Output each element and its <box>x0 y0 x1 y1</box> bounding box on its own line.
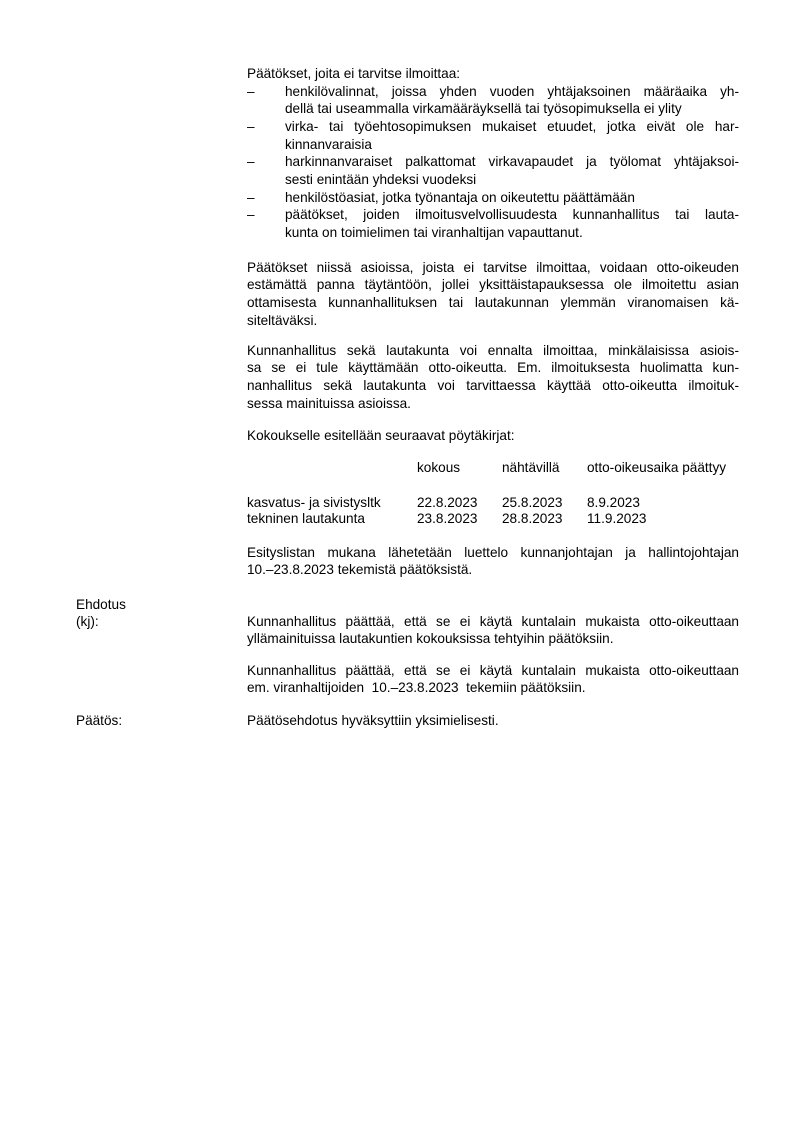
intro-paragraph <box>247 65 739 83</box>
text-line: estämättä panna täytäntöön, jollei yksittäistapauksessa ole ilmoitettu asian <box>247 277 739 293</box>
bullet-marker: – <box>247 154 255 170</box>
intro-text: Päätökset, joita ei tarvitse ilmoittaa: <box>247 65 461 81</box>
text-line: Kunnanhallitus päättää, että se ei käytä kuntalain mukaista otto-oikeuttaan <box>247 662 739 678</box>
bullet-marker: – <box>247 118 255 134</box>
paragraph-advance-notice <box>247 342 739 413</box>
table-cell-otto-oikeusaika: 11.9.2023 <box>587 511 647 526</box>
paragraph-attachment <box>247 544 739 579</box>
text-line: sa se ei tule käyttämään otto-oikeutta. Em. ilmoituksesta huolimatta kun- <box>247 360 739 376</box>
text-line: Päätökset niissä asioissa, joista ei tarvitse ilmoittaa, voidaan otto-oikeuden <box>247 259 739 275</box>
table-cell-kokous: 22.8.2023 <box>417 494 478 510</box>
text-line: kunta on toimielimen tai viranhaltijan vapauttanut. <box>285 225 583 241</box>
list-item <box>247 189 739 207</box>
text-line: dellä tai useammalla virkamääräyksellä tai työsopimuksella ei ylity <box>285 101 682 117</box>
text-line: sesti enintään yhdeksi vuodeksi <box>285 172 477 188</box>
text-line: Esityslistan mukana lähetetään luettelo kunnanjohtajan ja hallintojohtajan <box>247 544 739 560</box>
table-cell-nahtavilla: 25.8.2023 <box>502 494 563 510</box>
list-item-text <box>285 189 739 207</box>
exclusion-list <box>247 83 739 242</box>
table-cell-board: kasvatus- ja sivistysltk <box>247 494 381 510</box>
list-item-text <box>285 206 739 241</box>
text-line: harkinnanvaraiset palkattomat virkavapaudet ja työlomat yhtäjaksoi- <box>285 154 739 170</box>
table-row <box>247 494 739 512</box>
decision-label-line: Päätös: <box>76 712 123 728</box>
text-line: nanhallitus sekä lautakunta voi tarvittaessa käyttää otto-oikeutta ilmoituk- <box>247 377 739 393</box>
proposal-paragraph-2 <box>247 662 739 697</box>
text-line: Kunnanhallitus sekä lautakunta voi ennalta ilmoittaa, minkälaisissa asiois- <box>247 342 739 358</box>
bullet-marker: – <box>247 83 255 99</box>
text-line: virka- tai työehtosopimuksen mukaiset etuudet, jotka eivät ole har- <box>285 118 739 134</box>
minutes-table <box>247 459 739 531</box>
text-line: siteltäväksi. <box>247 312 318 328</box>
list-item-text <box>285 153 739 188</box>
column-header-otto-oikeusaika: otto-oikeusaika päättyy <box>587 459 727 475</box>
proposal-label <box>76 596 236 631</box>
list-item-text <box>285 118 739 153</box>
text-line: kinnanvaraisia <box>285 136 372 152</box>
text-line: Kokoukselle esitellään seuraavat pöytäkirjat: <box>247 427 515 443</box>
decision-label <box>76 712 236 730</box>
text-line: em. viranhaltijoiden 10.–23.8.2023 tekemiin päätöksiin. <box>247 680 586 696</box>
minutes-intro <box>247 427 739 445</box>
list-item <box>247 118 739 153</box>
column-header-nahtavilla: nähtävillä <box>502 459 560 475</box>
text-line: henkilöstöasiat, jotka työnantaja on oikeutettu päättämään <box>285 189 635 205</box>
proposal-label-line: Ehdotus <box>76 596 126 612</box>
list-item <box>247 206 739 241</box>
text-line: henkilövalinnat, joissa yhden vuoden yhtäjaksoinen määräaika yh- <box>285 83 739 99</box>
proposal-label-line: (kj): <box>76 614 99 630</box>
table-header-row <box>247 459 739 477</box>
decision-paragraph <box>247 712 739 730</box>
paragraph-enforcement <box>247 259 739 330</box>
bullet-marker: – <box>247 189 255 205</box>
text-line: ottamisesta kunnanhallituksen tai lautakunnan ylemmän viranomaisen kä- <box>247 294 739 310</box>
text-line: Päätösehdotus hyväksyttiin yksimielisesti. <box>247 712 499 728</box>
table-cell-kokous: 23.8.2023 <box>417 511 478 526</box>
table-row <box>247 510 739 528</box>
text-line: yllämainituissa lautakuntien kokouksissa tehtyihin päätöksiin. <box>247 631 614 647</box>
list-item-text <box>285 83 739 118</box>
text-line: Kunnanhallitus päättää, että se ei käytä kuntalain mukaista otto-oikeuttaan <box>247 613 739 629</box>
proposal-paragraph-1 <box>247 613 739 648</box>
text-line: sessa mainituissa asioissa. <box>247 395 411 411</box>
table-cell-otto-oikeusaika: 8.9.2023 <box>587 494 640 510</box>
list-item <box>247 83 739 118</box>
bullet-marker: – <box>247 207 255 223</box>
text-line: päätökset, joiden ilmoitusvelvollisuudesta kunnanhallitus tai lauta- <box>285 207 739 223</box>
table-cell-nahtavilla: 28.8.2023 <box>502 511 563 526</box>
text-line: 10.–23.8.2023 tekemistä päätöksistä. <box>247 562 473 578</box>
column-header-kokous: kokous <box>417 459 461 475</box>
table-cell-board: tekninen lautakunta <box>247 511 365 526</box>
list-item <box>247 153 739 188</box>
